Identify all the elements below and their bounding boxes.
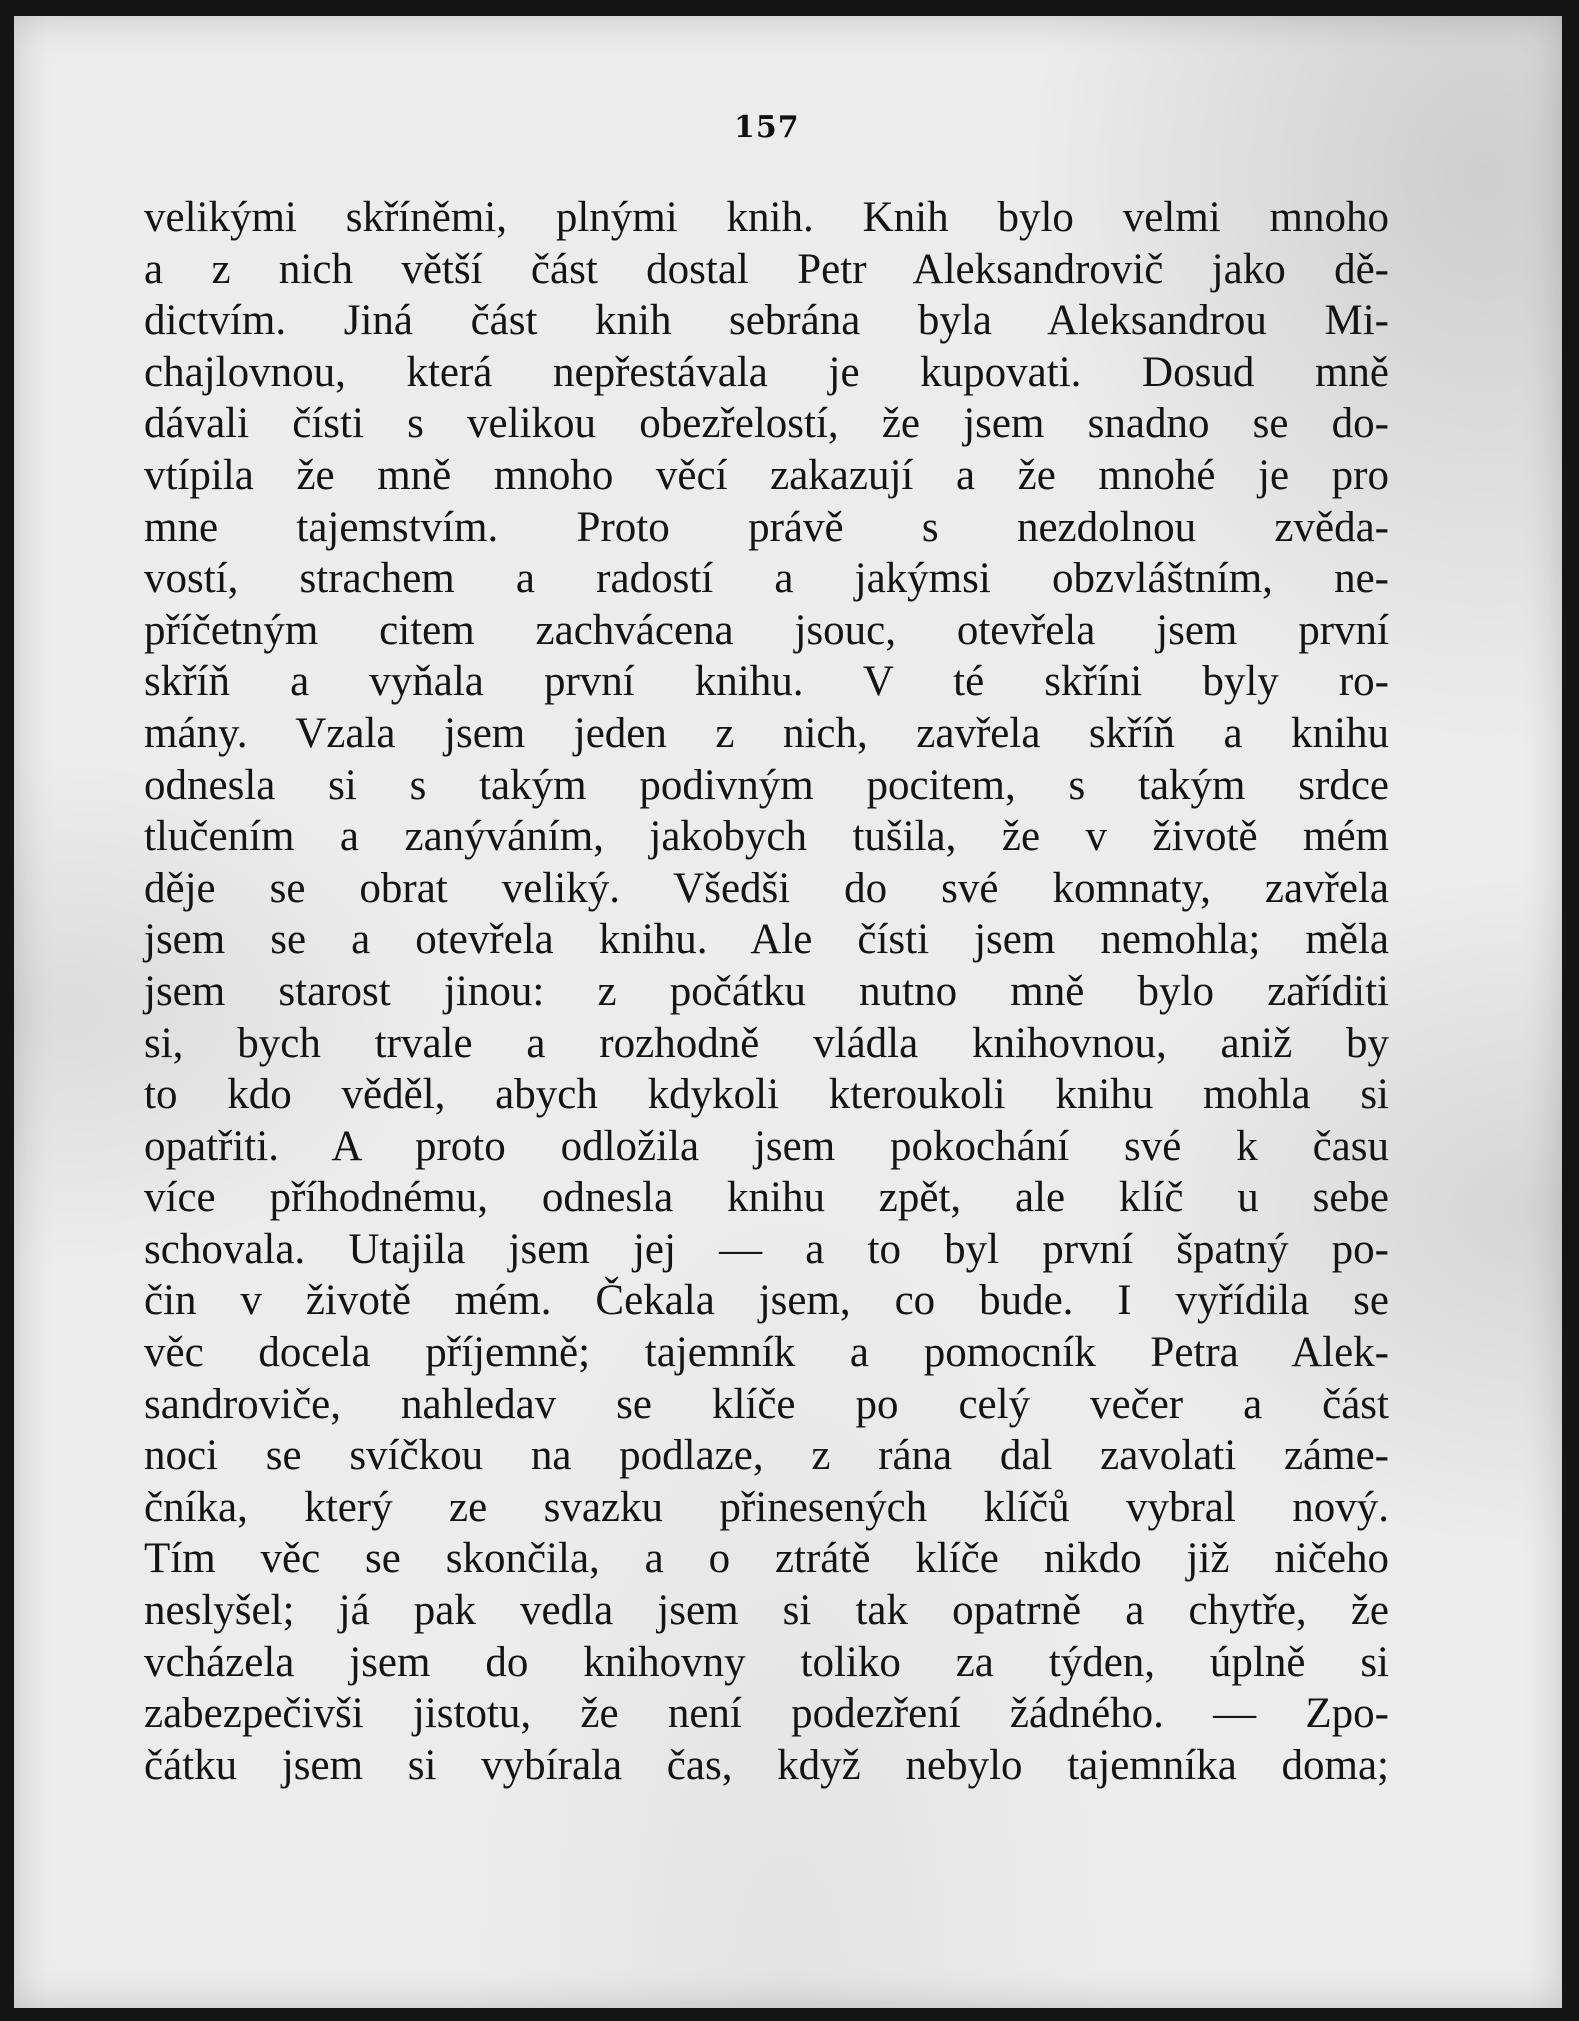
text-line: tlučením a zanýváním, jakobych tušila, že v životě mém: [144, 813, 1389, 861]
text-line: dictvím. Jiná část knih sebrána byla Aleksandrou Mi-: [144, 297, 1389, 345]
text-line: čníka, který ze svazku přinesených klíčů vybral nový.: [144, 1483, 1389, 1531]
text-line: děje se obrat veliký. Všedši do své komnaty, zavřela: [144, 864, 1389, 912]
text-line: vcházela jsem do knihovny toliko za týden, úplně si: [144, 1638, 1389, 1686]
text-line: čin v životě mém. Čekala jsem, co bude. I vyřídila se: [144, 1277, 1389, 1325]
text-line: zabezpečivši jistotu, že není podezření žádného. — Zpo-: [144, 1690, 1389, 1738]
text-line: Tím věc se skončila, a o ztrátě klíče nikdo již ničeho: [144, 1535, 1389, 1583]
text-line: čátku jsem si vybírala čas, když nebylo tajemníka doma;: [144, 1741, 1389, 1789]
text-line: velikými skříněmi, plnými knih. Knih bylo velmi mnoho: [144, 194, 1389, 241]
text-line: odnesla si s takým podivným pocitem, s takým srdce: [144, 761, 1389, 809]
page-number: 157: [734, 110, 800, 145]
book-page: [14, 16, 1562, 2008]
text-line: příčetným citem zachvácena jsouc, otevřela jsem první: [144, 606, 1389, 654]
text-line: schovala. Utajila jsem jej — a to byl první špatný po-: [144, 1225, 1389, 1273]
text-line: mne tajemstvím. Proto právě s nezdolnou zvěda-: [144, 503, 1389, 551]
text-line: neslyšel; já pak vedla jsem si tak opatrně a chytře, že: [144, 1587, 1389, 1635]
text-line: to kdo věděl, abych kdykoli kteroukoli knihu mohla si: [144, 1071, 1389, 1119]
text-line: dávali čísti s velikou obezřelostí, že jsem snadno se do-: [144, 400, 1389, 448]
text-line: opatřiti. A proto odložila jsem pokochání své k času: [144, 1122, 1389, 1170]
text-line: a z nich větší část dostal Petr Aleksandrovič jako dě-: [144, 245, 1389, 293]
text-line: vostí, strachem a radostí a jakýmsi obzvláštním, ne-: [144, 555, 1389, 603]
text-line: jsem starost jinou: z počátku nutno mně bylo zaříditi: [144, 967, 1389, 1015]
text-line: chajlovnou, která nepřestávala je kupovati. Dosud mně: [144, 348, 1389, 396]
text-line: mány. Vzala jsem jeden z nich, zavřela skříň a knihu: [144, 709, 1389, 757]
text-line: více příhodnému, odnesla knihu zpět, ale klíč u sebe: [144, 1174, 1389, 1222]
text-line: věc docela příjemně; tajemník a pomocník Petra Alek-: [144, 1329, 1389, 1377]
text-line: jsem se a otevřela knihu. Ale čísti jsem nemohla; měla: [144, 916, 1389, 964]
text-line: vtípila že mně mnoho věcí zakazují a že mnohé je pro: [144, 451, 1389, 499]
body-text: [144, 192, 1389, 1791]
text-line: sandroviče, nahledav se klíče po celý večer a část: [144, 1380, 1389, 1428]
text-line: noci se svíčkou na podlaze, z rána dal zavolati záme-: [144, 1432, 1389, 1480]
text-line: si, bych trvale a rozhodně vládla knihovnou, aniž by: [144, 1019, 1389, 1067]
text-line: skříň a vyňala první knihu. V té skříni byly ro-: [144, 658, 1389, 706]
